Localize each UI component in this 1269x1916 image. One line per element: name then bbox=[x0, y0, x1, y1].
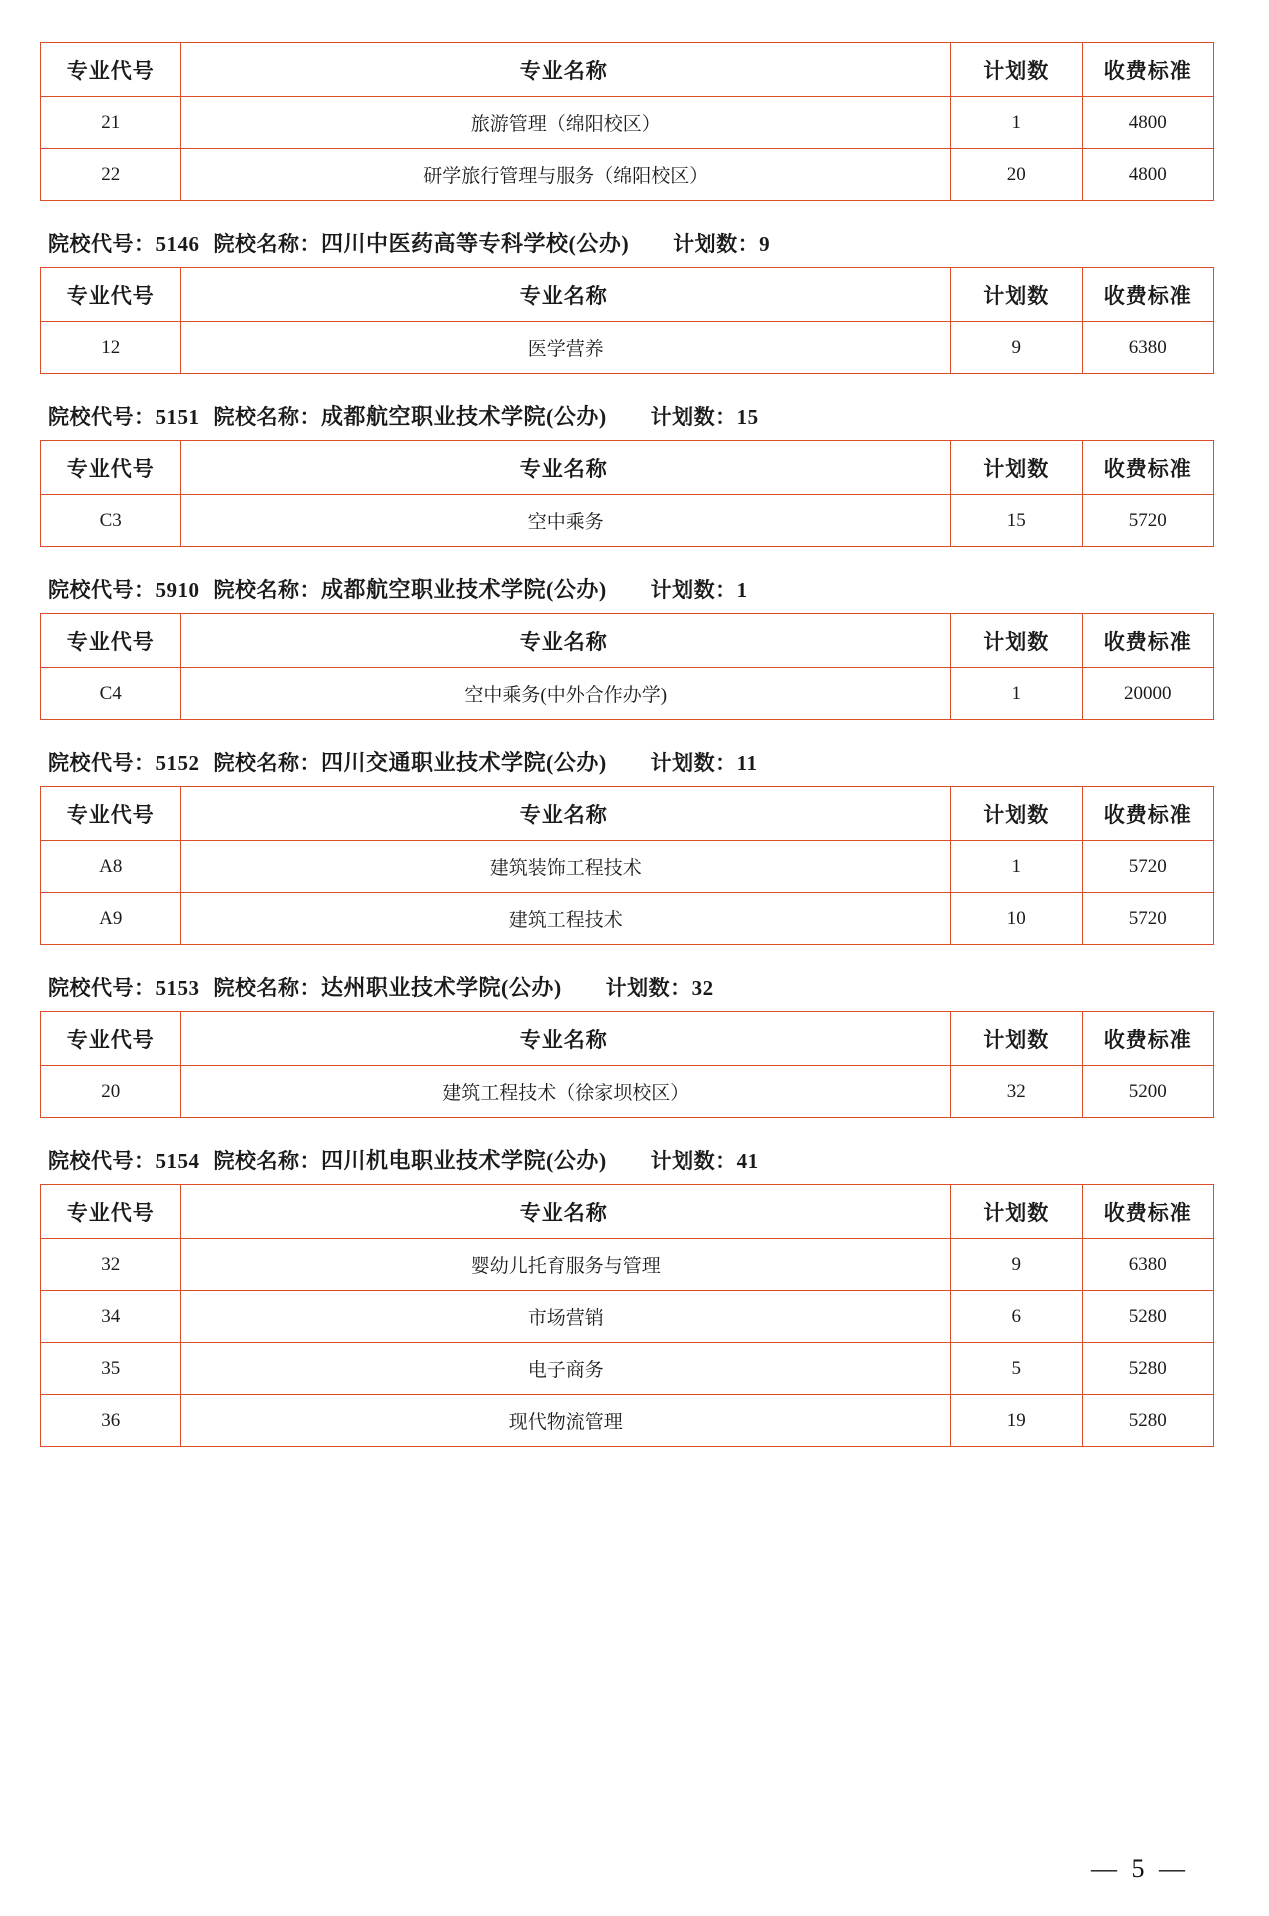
table-header-row bbox=[41, 614, 1214, 668]
school-code-value: 5151 bbox=[155, 405, 200, 429]
cell-plan-count: 15 bbox=[951, 495, 1082, 547]
school-plan-label: 计划数： bbox=[605, 976, 692, 1000]
table-row bbox=[41, 1239, 1214, 1291]
table-row bbox=[41, 97, 1214, 149]
cell-major-code: 34 bbox=[41, 1291, 181, 1343]
school-name-value: 达州职业技术学院(公办) bbox=[321, 975, 562, 1000]
table-header-row bbox=[41, 1185, 1214, 1239]
cell-major-code: A9 bbox=[41, 893, 181, 945]
cell-major-code: 36 bbox=[41, 1395, 181, 1447]
table-body bbox=[41, 1185, 1214, 1447]
cell-major-code: 21 bbox=[41, 97, 181, 149]
cell-major-name: 婴幼儿托育服务与管理 bbox=[181, 1239, 951, 1291]
school-plan-label: 计划数： bbox=[650, 405, 737, 429]
table-row bbox=[41, 1291, 1214, 1343]
cell-plan-count: 10 bbox=[951, 893, 1082, 945]
cell-major-name: 空中乘务(中外合作办学) bbox=[181, 668, 951, 720]
column-header-name: 专业名称 bbox=[181, 614, 951, 668]
table-header-row bbox=[41, 1012, 1214, 1066]
table-row bbox=[41, 1066, 1214, 1118]
school-heading bbox=[48, 1144, 1214, 1175]
cell-fee: 4800 bbox=[1082, 149, 1213, 201]
column-header-plan: 计划数 bbox=[951, 441, 1082, 495]
cell-plan-count: 9 bbox=[951, 322, 1082, 374]
school-code-value: 5153 bbox=[155, 976, 200, 1000]
column-header-name: 专业名称 bbox=[181, 441, 951, 495]
column-header-plan: 计划数 bbox=[951, 787, 1082, 841]
column-header-name: 专业名称 bbox=[181, 1012, 951, 1066]
cell-plan-count: 32 bbox=[951, 1066, 1082, 1118]
cell-fee: 5720 bbox=[1082, 893, 1213, 945]
table-header-row bbox=[41, 268, 1214, 322]
cell-major-name: 建筑工程技术（徐家坝校区） bbox=[181, 1066, 951, 1118]
table-body bbox=[41, 614, 1214, 720]
school-code-label: 院校代号： bbox=[48, 751, 156, 775]
table-row bbox=[41, 322, 1214, 374]
cell-major-name: 旅游管理（绵阳校区） bbox=[181, 97, 951, 149]
table-header-row bbox=[41, 43, 1214, 97]
cell-plan-count: 1 bbox=[951, 97, 1082, 149]
school-code-value: 5154 bbox=[155, 1149, 200, 1173]
school-plan-value: 11 bbox=[736, 751, 758, 775]
school-name-label: 院校名称： bbox=[213, 751, 321, 775]
school-code-label: 院校代号： bbox=[48, 232, 156, 256]
cell-major-name: 空中乘务 bbox=[181, 495, 951, 547]
plan-table-continued bbox=[40, 42, 1214, 201]
column-header-code: 专业代号 bbox=[41, 441, 181, 495]
plan-table-5154 bbox=[40, 1184, 1214, 1447]
column-header-code: 专业代号 bbox=[41, 787, 181, 841]
column-header-fee: 收费标准 bbox=[1082, 268, 1213, 322]
cell-major-code: 12 bbox=[41, 322, 181, 374]
cell-fee: 5200 bbox=[1082, 1066, 1213, 1118]
cell-plan-count: 9 bbox=[951, 1239, 1082, 1291]
column-header-code: 专业代号 bbox=[41, 614, 181, 668]
cell-fee: 5720 bbox=[1082, 495, 1213, 547]
cell-major-code: C3 bbox=[41, 495, 181, 547]
school-name-label: 院校名称： bbox=[213, 1149, 321, 1173]
table-row bbox=[41, 668, 1214, 720]
school-name-label: 院校名称： bbox=[213, 578, 321, 602]
school-plan-value: 15 bbox=[736, 405, 759, 429]
school-name-label: 院校名称： bbox=[213, 232, 321, 256]
table-body bbox=[41, 268, 1214, 374]
column-header-plan: 计划数 bbox=[951, 614, 1082, 668]
school-name-label: 院校名称： bbox=[213, 405, 321, 429]
school-code-value: 5152 bbox=[155, 751, 200, 775]
cell-major-name: 建筑装饰工程技术 bbox=[181, 841, 951, 893]
school-code-value: 5910 bbox=[155, 578, 200, 602]
cell-major-name: 现代物流管理 bbox=[181, 1395, 951, 1447]
school-heading bbox=[48, 971, 1214, 1002]
school-plan-value: 1 bbox=[736, 578, 748, 602]
cell-plan-count: 6 bbox=[951, 1291, 1082, 1343]
school-plan-label: 计划数： bbox=[650, 751, 737, 775]
cell-fee: 5280 bbox=[1082, 1343, 1213, 1395]
cell-fee: 4800 bbox=[1082, 97, 1213, 149]
cell-plan-count: 5 bbox=[951, 1343, 1082, 1395]
cell-fee: 5280 bbox=[1082, 1291, 1213, 1343]
column-header-fee: 收费标准 bbox=[1082, 1185, 1213, 1239]
plan-table-5151 bbox=[40, 440, 1214, 547]
table-row bbox=[41, 893, 1214, 945]
table-row bbox=[41, 495, 1214, 547]
table-body bbox=[41, 787, 1214, 945]
school-name-value: 成都航空职业技术学院(公办) bbox=[321, 404, 607, 429]
school-name-value: 四川交通职业技术学院(公办) bbox=[321, 750, 607, 775]
school-plan-value: 32 bbox=[691, 976, 714, 1000]
school-name-value: 四川中医药高等专科学校(公办) bbox=[321, 231, 630, 256]
column-header-name: 专业名称 bbox=[181, 1185, 951, 1239]
cell-plan-count: 19 bbox=[951, 1395, 1082, 1447]
school-code-label: 院校代号： bbox=[48, 578, 156, 602]
page-number: — 5 — bbox=[1091, 1854, 1189, 1883]
plan-table-5146 bbox=[40, 267, 1214, 374]
table-row bbox=[41, 841, 1214, 893]
column-header-fee: 收费标准 bbox=[1082, 614, 1213, 668]
column-header-code: 专业代号 bbox=[41, 268, 181, 322]
cell-fee: 6380 bbox=[1082, 1239, 1213, 1291]
school-code-value: 5146 bbox=[155, 232, 200, 256]
school-plan-label: 计划数： bbox=[650, 1149, 737, 1173]
cell-fee: 20000 bbox=[1082, 668, 1213, 720]
cell-major-code: 35 bbox=[41, 1343, 181, 1395]
cell-plan-count: 1 bbox=[951, 668, 1082, 720]
cell-major-code: 22 bbox=[41, 149, 181, 201]
cell-major-code: 32 bbox=[41, 1239, 181, 1291]
school-plan-value: 41 bbox=[736, 1149, 759, 1173]
cell-major-name: 研学旅行管理与服务（绵阳校区） bbox=[181, 149, 951, 201]
table-row bbox=[41, 149, 1214, 201]
cell-major-code: A8 bbox=[41, 841, 181, 893]
cell-plan-count: 1 bbox=[951, 841, 1082, 893]
column-header-plan: 计划数 bbox=[951, 1185, 1082, 1239]
column-header-name: 专业名称 bbox=[181, 43, 951, 97]
column-header-fee: 收费标准 bbox=[1082, 441, 1213, 495]
school-code-label: 院校代号： bbox=[48, 976, 156, 1000]
table-body bbox=[41, 441, 1214, 547]
cell-fee: 5280 bbox=[1082, 1395, 1213, 1447]
school-heading bbox=[48, 746, 1214, 777]
column-header-fee: 收费标准 bbox=[1082, 1012, 1213, 1066]
cell-major-code: C4 bbox=[41, 668, 181, 720]
plan-table-5153 bbox=[40, 1011, 1214, 1118]
cell-plan-count: 20 bbox=[951, 149, 1082, 201]
column-header-fee: 收费标准 bbox=[1082, 43, 1213, 97]
table-header-row bbox=[41, 787, 1214, 841]
school-heading bbox=[48, 400, 1214, 431]
school-plan-label: 计划数： bbox=[650, 578, 737, 602]
cell-major-name: 市场营销 bbox=[181, 1291, 951, 1343]
school-code-label: 院校代号： bbox=[48, 405, 156, 429]
column-header-code: 专业代号 bbox=[41, 43, 181, 97]
school-name-value: 成都航空职业技术学院(公办) bbox=[321, 577, 607, 602]
table-body bbox=[41, 1012, 1214, 1118]
column-header-plan: 计划数 bbox=[951, 268, 1082, 322]
cell-major-name: 医学营养 bbox=[181, 322, 951, 374]
school-name-label: 院校名称： bbox=[213, 976, 321, 1000]
column-header-plan: 计划数 bbox=[951, 1012, 1082, 1066]
school-heading bbox=[48, 227, 1214, 258]
cell-fee: 5720 bbox=[1082, 841, 1213, 893]
school-plan-value: 9 bbox=[759, 232, 771, 256]
column-header-code: 专业代号 bbox=[41, 1185, 181, 1239]
plan-table-5152 bbox=[40, 786, 1214, 945]
school-plan-label: 计划数： bbox=[673, 232, 760, 256]
cell-major-name: 建筑工程技术 bbox=[181, 893, 951, 945]
school-name-value: 四川机电职业技术学院(公办) bbox=[321, 1148, 607, 1173]
table-row bbox=[41, 1395, 1214, 1447]
cell-major-name: 电子商务 bbox=[181, 1343, 951, 1395]
plan-table-5910 bbox=[40, 613, 1214, 720]
table-body bbox=[41, 43, 1214, 201]
column-header-name: 专业名称 bbox=[181, 787, 951, 841]
column-header-code: 专业代号 bbox=[41, 1012, 181, 1066]
table-header-row bbox=[41, 441, 1214, 495]
table-row bbox=[41, 1343, 1214, 1395]
cell-fee: 6380 bbox=[1082, 322, 1213, 374]
school-heading bbox=[48, 573, 1214, 604]
column-header-name: 专业名称 bbox=[181, 268, 951, 322]
cell-major-code: 20 bbox=[41, 1066, 181, 1118]
school-code-label: 院校代号： bbox=[48, 1149, 156, 1173]
column-header-plan: 计划数 bbox=[951, 43, 1082, 97]
column-header-fee: 收费标准 bbox=[1082, 787, 1213, 841]
